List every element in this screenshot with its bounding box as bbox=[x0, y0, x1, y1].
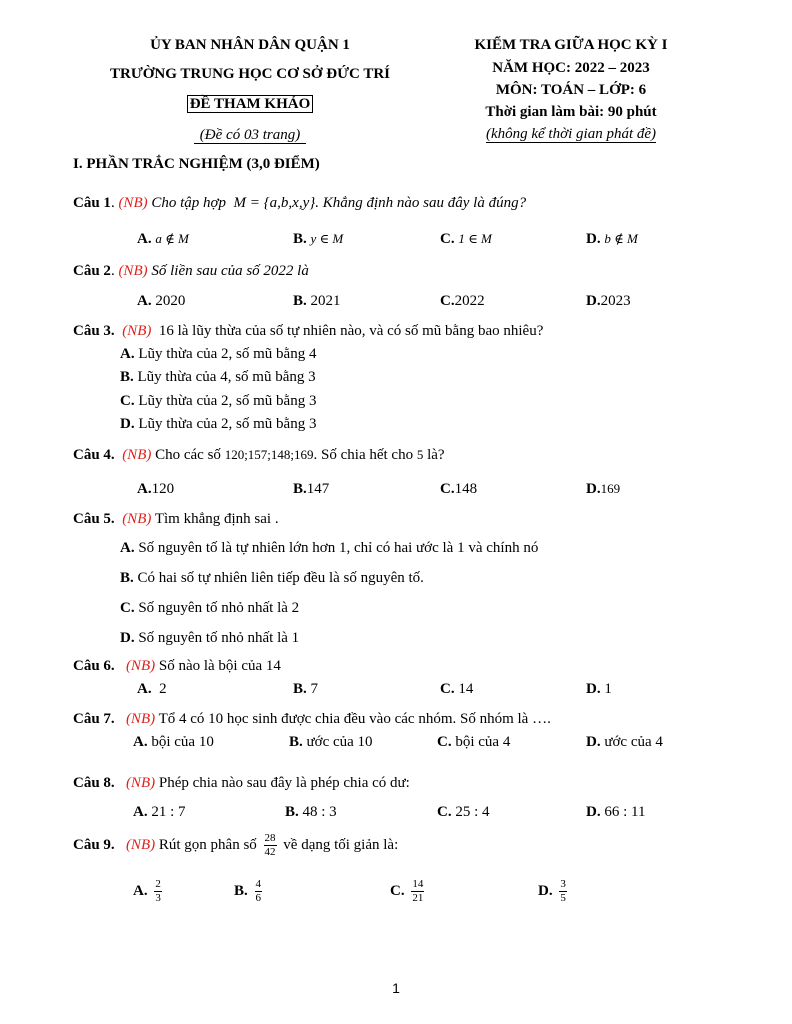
question-6: Câu 6. (NB) Số nào là bội của 14 bbox=[73, 658, 281, 674]
q2-option-d: D.2023 bbox=[586, 293, 631, 309]
q6-option-a: A. 2 bbox=[137, 681, 167, 697]
q8-option-c: C. 25 : 4 bbox=[437, 804, 490, 820]
q1-option-c: C. 1 ∈ M bbox=[440, 231, 492, 247]
subject-grade: MÔN: TOÁN – LỚP: 6 bbox=[495, 82, 647, 98]
page-count-note: (Đề có 03 trang) bbox=[60, 127, 440, 144]
q5-option-d: D. Số nguyên tố nhỏ nhất là 1 bbox=[120, 630, 300, 646]
duration-note: (không kể thời gian phát đề) bbox=[485, 126, 657, 142]
q3-option-a: A. Lũy thừa của 2, số mũ bằng 4 bbox=[120, 346, 317, 362]
q4-option-a: A.120 bbox=[137, 481, 175, 497]
q1-option-b: B. y ∈ M bbox=[293, 231, 344, 247]
committee-name: ỦY BAN NHÂN DÂN QUẬN 1 bbox=[150, 37, 350, 53]
school-year: NĂM HỌC: 2022 – 2023 bbox=[492, 60, 650, 76]
q3-option-c: C. Lũy thừa của 2, số mũ bằng 3 bbox=[120, 393, 317, 409]
q6-option-b: B. 7 bbox=[293, 681, 319, 697]
q7-option-a: A. bội của 10 bbox=[133, 734, 214, 750]
q4-option-b: B.147 bbox=[293, 481, 330, 497]
q7-option-d: D. ước của 4 bbox=[586, 734, 663, 750]
q8-option-a: A. 21 : 7 bbox=[133, 804, 186, 820]
exam-type-wrap bbox=[60, 96, 440, 113]
q1-option-a: A. a ∉ M bbox=[137, 231, 189, 247]
question-8: Câu 8. (NB) Phép chia nào sau đây là phép chia có dư: bbox=[73, 775, 410, 791]
section-title: I. PHẦN TRẮC NGHIỆM (3,0 ĐIỂM) bbox=[73, 156, 320, 172]
q6-option-d: D. 1 bbox=[586, 681, 612, 697]
school-name: TRƯỜNG TRUNG HỌC CƠ SỞ ĐỨC TRÍ bbox=[109, 66, 391, 82]
question-7: Câu 7. (NB) Tổ 4 có 10 học sinh được chia đều vào các nhóm. Số nhóm là …. bbox=[73, 711, 551, 727]
question-1: Câu 1. (NB) Cho tập hợp M = {a,b,x,y}. Khẳng định nào sau đây là đúng? bbox=[73, 195, 527, 211]
q9-option-a: A. $\frac{2}{3}$ bbox=[133, 878, 161, 904]
q4-option-c: C.148 bbox=[440, 481, 478, 497]
exam-title: KIỂM TRA GIỮA HỌC KỲ I bbox=[474, 37, 668, 53]
q5-option-a: A. Số nguyên tố là tự nhiên lớn hơn 1, chỉ có hai ước là 1 và chính nó bbox=[120, 540, 539, 556]
q7-option-b: B. ước của 10 bbox=[289, 734, 373, 750]
q4-option-d: D.169 bbox=[586, 481, 621, 497]
q9-option-c: C. $\frac{14}{21}$ bbox=[390, 878, 424, 904]
exam-type-label: ĐỀ THAM KHẢO bbox=[187, 95, 314, 113]
question-3: Câu 3. (NB) 16 là lũy thừa của số tự nhiên nào, và có số mũ bằng bao nhiêu? bbox=[73, 323, 544, 339]
exam-duration: Thời gian làm bài: 90 phút bbox=[485, 104, 657, 120]
q3-option-d: D. Lũy thừa của 2, số mũ bằng 3 bbox=[120, 416, 317, 432]
q7-option-c: C. bội của 4 bbox=[437, 734, 511, 750]
q5-option-b: B. Có hai số tự nhiên liên tiếp đều là số nguyên tố. bbox=[120, 570, 424, 586]
q9-option-b: B. $\frac{4}{6}$ bbox=[234, 878, 262, 904]
question-2: Câu 2. (NB) Số liền sau của số 2022 là bbox=[73, 263, 309, 279]
q2-option-b: B. 2021 bbox=[293, 293, 341, 309]
q2-option-c: C.2022 bbox=[440, 293, 485, 309]
q8-option-b: B. 48 : 3 bbox=[285, 804, 337, 820]
q9-option-d: D. $\frac{3}{5}$ bbox=[538, 878, 566, 904]
question-9: Câu 9. (NB) Rút gọn phân số $\frac{28}{42}$ về dạng tối giản là: bbox=[73, 832, 399, 858]
page-number: 1 bbox=[392, 980, 400, 996]
q8-option-d: D. 66 : 11 bbox=[586, 804, 646, 820]
q6-option-c: C. 14 bbox=[440, 681, 474, 697]
q3-option-b: B. Lũy thừa của 4, số mũ bằng 3 bbox=[120, 369, 316, 385]
fraction-28-42: $\frac{28}{42}$ bbox=[264, 832, 276, 858]
q1-option-d: D. b ∉ M bbox=[586, 231, 638, 247]
q2-option-a: A. 2020 bbox=[137, 293, 186, 309]
question-5: Câu 5. (NB) Tìm khẳng định sai . bbox=[73, 511, 279, 527]
question-4: Câu 4. (NB) Cho các số 120;157;148;169. Số chia hết cho 5 là? bbox=[73, 447, 445, 463]
q5-option-c: C. Số nguyên tố nhỏ nhất là 2 bbox=[120, 600, 300, 616]
